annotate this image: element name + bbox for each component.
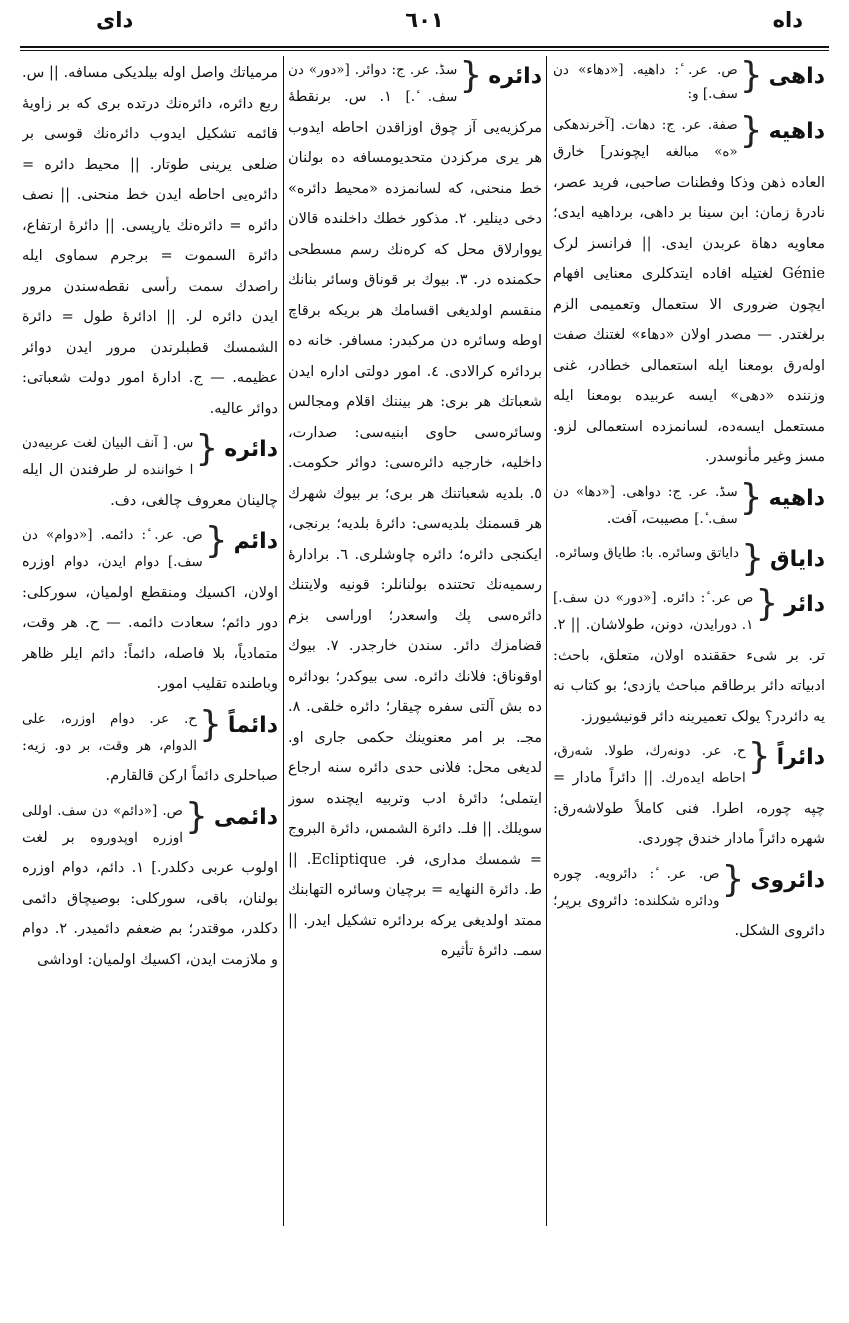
entry-headword: دایاق bbox=[769, 547, 825, 572]
brace-glyph: { bbox=[739, 110, 763, 151]
dictionary-entry bbox=[553, 538, 825, 579]
entry-grammar: سڈ. عر. ج: دواهی. [«دها» دن سف. ٔ.] bbox=[553, 483, 738, 527]
brace-glyph: { bbox=[184, 795, 208, 837]
entry-definition: مرمیاتك واصل اوله بیلدیکی مسافه. || س. ربع دائره، دائرەنك درتده بری که بر زاویهٔ قائمه تشکیل ایدوب دائرەنك قوسی بر ضلعی یرینی طوتار. || محیط دائره = دائرەیی احاطه ایدن خط منحنی. || نصف دائره = دائرەنك یارپسی. || دائرهٔ ارتفاع، دائرة السموت = برجرم سماوی ایله راصدك سمت رأسی نقطەسندن مرور ایدن دائره لر. || ادائرهٔ طول = دائرة الشمسك قطبلرندن مرور ایدن دوائر عظیمه. — ج. ادارهٔ امور دولت شعباتی: دوائر عالیه. bbox=[22, 65, 278, 417]
brace-glyph: { bbox=[198, 703, 222, 745]
brace-glyph: { bbox=[459, 58, 483, 96]
entry-headword: دائروی bbox=[750, 867, 825, 893]
brace-glyph: { bbox=[204, 520, 228, 561]
entry-grammar: دایاتق وسائره. با: طایاق وسائره. bbox=[554, 545, 740, 561]
brace-glyph: { bbox=[747, 736, 771, 777]
entry-definition: بر لغت اولوب عربی دکلدر.] ١. دائم، دوام اوزره بولنان، باقی، سورکلی: بوصیچاق دائمی دکلدر، موقتدر؛ بم ضعفم دائمیدر. ٢. دوام و ملازمت ایدن، اکسیك اولمیان: اوداشی bbox=[22, 829, 278, 968]
entry-grammar: س. [ آنف البیان لغت عربیەدن ا خواننده لر bbox=[22, 435, 194, 478]
entry-grammar: صفة. عر. ج: دهات. [آخرندهکی «ه» مبالغه bbox=[553, 117, 738, 160]
entry-grammar: سڈ. عر. ج: دوائر. [«دور» دن سف. ٔ.] bbox=[288, 62, 458, 105]
brace-glyph: { bbox=[739, 476, 763, 518]
brace-glyph: { bbox=[741, 538, 764, 579]
brace-glyph: { bbox=[755, 583, 779, 624]
dictionary-entry bbox=[22, 703, 278, 792]
entry-definition: ١. س. برنقطۀ مرکزیەیی آز چوق اوزاقدن احاطه ایدوب هر یری مرکزدن متحدیومسافه ده بولنان خط منحنی، که لسانمزده «محیط دائره» دخی دینلیر. ٢. مذکور خطك داخلنده قالان یووارلاق محل که کرەنك رسم مسطحی حکمنده در. ٣. بیوك بر قوناق وسائر بنانك منقسم اولدیغی اقسامك هر بریکه برقاچ اوطه وسائره دن مرکبدر: مسافر. خانه ده بردائره کرالادی. ٤. امور دولتی اداره ایدن شعباتك هر بری: هر بیننك اقلام ومجالس وسائرەسی حاوی ابنیەسی: صدارت، داخلیه، خارجیه دائرەسی: دوائر حکومت. ٥. بلدیه شعباتنك هر بری؛ بر بیوك شهرك هر قسمنك بلدیەسی: دائرهٔ بلدیه؛ برنجی، ایکنجی دائره؛ دائره چاوشلری. ٦. برادارۀ رسمیەنك تحتنده بولنانلر: قونیه ولایتنك دائرەسی پك واسعدر؛ اوراسی بزم قضامزك دائر. سندن خارجدر. ٧. بیوك اوقوناق: فلانك دائره. سی بیوکدر؛ بودائره ده بش آلتی سفره چیقار؛ دائره خلقی. ٨. مجـ. بر امر معنوینك حکمی جاری او. لدیغی محل: فلانی حدی دائره سنه ارجاع ایتملی؛ دائرهٔ ادب وتربیه ایچنده سوز سویلك. || فلـ. دائرة الشمس، دائرة البروج = شمسك مداری، فر. Ecliptique. || ط. دائرة النهایه = برچیان وسائره التهابنك ممتد اولدیغی یرکه بردائره تشکیل ایدر. || سمـ. دائرهٔ تأثیره bbox=[288, 89, 542, 959]
header-rule bbox=[20, 46, 829, 48]
entry-grammar: ص عر. ٔ: دائره. [«دور» دن سف.] ١. دورایدن، bbox=[553, 590, 754, 633]
entry-grammar: ح. عر. دوام اوزره، علی الدوام، هر وقت، بر دو. bbox=[22, 710, 197, 754]
entry-headword: دائم bbox=[233, 529, 278, 554]
entry-headword: دائراً bbox=[776, 745, 825, 770]
brace-glyph: { bbox=[195, 428, 219, 469]
running-header-right: داه bbox=[772, 8, 803, 32]
entry-definition: ایچوندر] خارق العاده ذهن وذکا وفطنات صاحبی، فرید عصر، نادرهٔ زمان: ابن سینا بر داهی، برداهیه ایدی؛ معاویه دهاة عربدن ایدی. || فرانسز لرک Génie لغتیله افاده ایتدکلری معنایی افهام ایچون ضروری الا ستعمال وتعمیمی الزم برلغتدر. — مصدر اولان «دهاء» لغتنك صفت اولەرق بومعنا ایله استعمالی خطادر، غنی وزننده «دهی» ایسه عربیده بومعنا ایله مستعمل ایسەده، لسانمزده استعمالی لزو. مسز وغیر مأنوسدر. bbox=[553, 144, 825, 465]
entry-definition: || دائراً مادار = چپه چوره، اطرا. فنی کاملاً طولاشەرق: شهره دائراً مادار خندق چوردی. bbox=[553, 770, 825, 847]
dictionary-entry bbox=[553, 110, 825, 473]
dictionary-entry bbox=[288, 58, 542, 967]
dictionary-entry bbox=[553, 583, 825, 732]
dictionary-entry-continued bbox=[22, 58, 278, 424]
entry-headword: دائر bbox=[784, 592, 825, 617]
running-header-left: دای bbox=[96, 8, 134, 32]
header-rule-thin bbox=[20, 50, 829, 51]
entry-definition: دائروی برپر؛ دائروی الشکل. bbox=[553, 892, 825, 939]
entry-grammar: ص. عر. ٔ: داهیه. [«دهاء» دن سف.] و: bbox=[553, 62, 738, 102]
dictionary-entry bbox=[22, 520, 278, 700]
brace-glyph: { bbox=[721, 858, 745, 900]
entry-headword: دائره bbox=[488, 64, 542, 89]
dictionary-entry bbox=[22, 428, 278, 516]
entry-headword: دائره bbox=[224, 437, 278, 462]
dictionary-entry bbox=[553, 736, 825, 855]
entry-grammar: ح. عر. دونەرك، طولا. شەرق، احاطه ایدەرك. bbox=[553, 743, 746, 786]
entry-headword: دائماً bbox=[227, 712, 278, 738]
column-left bbox=[22, 58, 278, 1228]
entry-definition: زیه: صباحلری دائماً ارکن قالقارم. bbox=[22, 737, 278, 784]
entry-definition: اوزره اولان، اکسیك ومنقطع اولمیان، سورکلی: دور دائم؛ سعادت دائمه. — ح. هر وقت، متمادیاً، بلا فاصله، دائماً: دائم ایلر ظاهر وباطنده تقلیب امور. bbox=[22, 554, 278, 692]
dictionary-entry bbox=[22, 795, 278, 976]
page-number: ٦٠١ bbox=[405, 8, 444, 32]
entry-grammar: ص. [«دائم» دن سف. اوللی اوزره اوپدوروه bbox=[22, 802, 183, 846]
column-middle bbox=[288, 58, 542, 1228]
column-divider-right bbox=[546, 56, 547, 1226]
entry-grammar: ص. عر. ٔ: دائرویه. چوره ودائره شکلنده: bbox=[553, 865, 720, 909]
entry-definition: مصیبت، آفت. bbox=[606, 510, 690, 527]
brace-glyph: { bbox=[739, 58, 763, 96]
entry-headword: داهیه bbox=[768, 119, 825, 144]
entry-definition: طرفندن ال ایله چالینان معروف چالغی، دف. bbox=[22, 462, 278, 509]
column-right bbox=[553, 58, 825, 1228]
entry-headword: داهی bbox=[768, 64, 825, 89]
dictionary-entry bbox=[553, 858, 825, 947]
column-divider-left bbox=[283, 56, 284, 1226]
entry-headword: دائمی bbox=[213, 804, 278, 830]
entry-grammar: ص. عر. ٔ: دائمه. [«دوام» دن سف.] دوام ایدن، دوام bbox=[22, 527, 203, 570]
dictionary-entry bbox=[553, 58, 825, 106]
entry-definition: دونن، طولاشان. || ٢. تر. بر شیء حققنده اولان، متعلق، باحث: ادبیاته دائر برطاقم مباحث یازدی؛ بو کتاب نه یه دائردر؟ یولک تعمیرینه دائر قونیشیورز. bbox=[553, 617, 825, 725]
entry-headword: داهیه bbox=[768, 485, 825, 511]
dictionary-entry bbox=[553, 476, 825, 535]
